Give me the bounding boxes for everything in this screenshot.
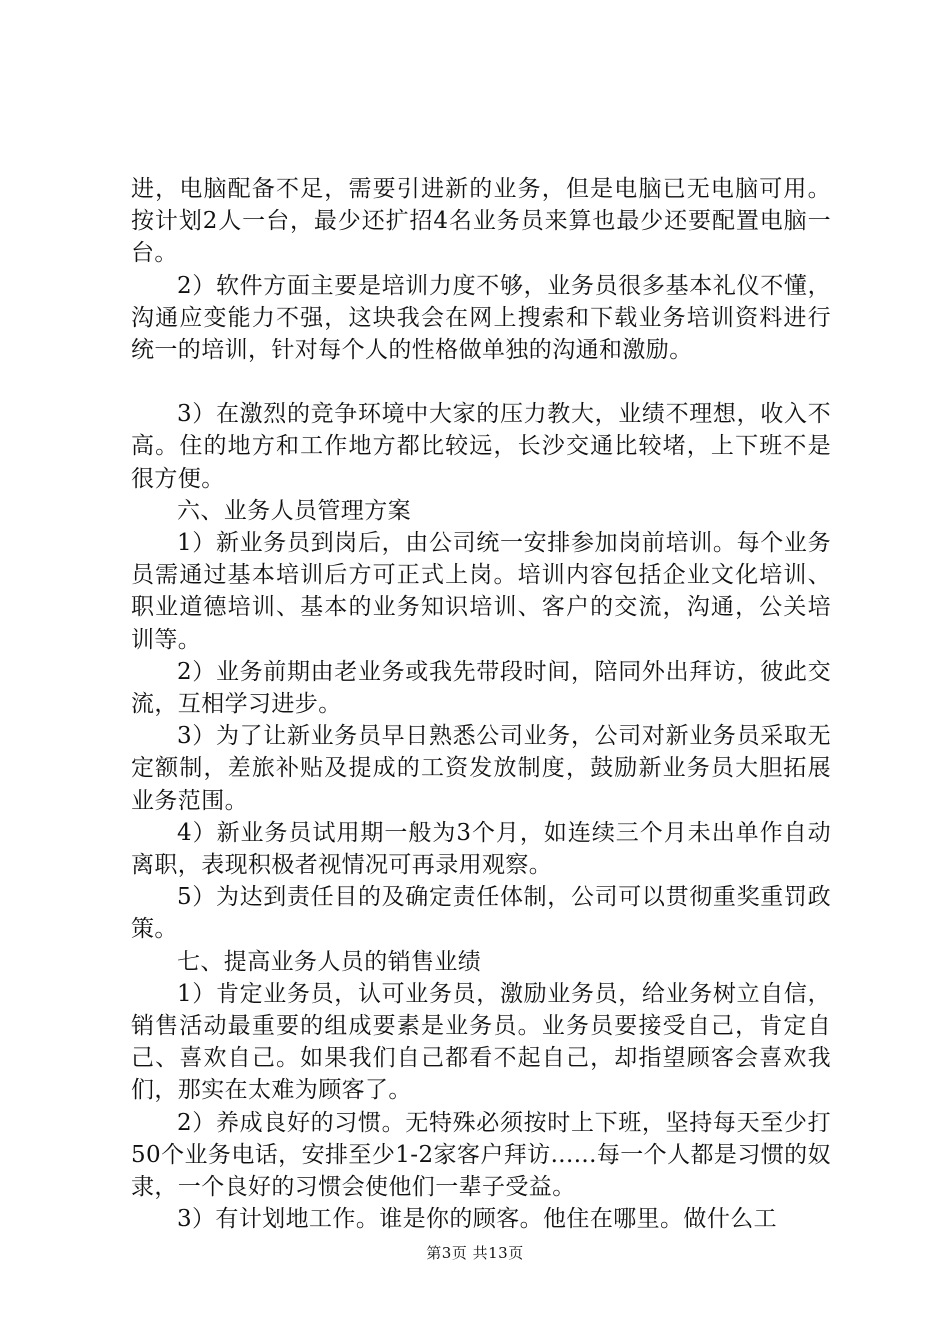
- paragraph-probation: 4）新业务员试用期一般为3个月，如连续三个月未出单作自动离职，表现积极者视情况可再录用观察。: [131, 819, 831, 879]
- paragraph-rewards: 5）为达到责任目的及确定责任体制，公司可以贯彻重奖重罚政策。: [131, 884, 831, 943]
- document-body: [131, 173, 831, 1236]
- paragraph-software-issues: 2）软件方面主要是培训力度不够，业务员很多基本礼仪不懂，沟通应变能力不强，这块我会在网上搜索和下载业务培训资料进行统一的培训，针对每个人的性格做单独的沟通和激励。: [131, 272, 831, 364]
- paragraph-spacer: [131, 366, 831, 398]
- paragraph-compensation: 3）为了让新业务员早日熟悉公司业务，公司对新业务员采取无定额制，差旅补贴及提成的工资发放制度，鼓励新业务员大胆拓展业务范围。: [131, 723, 831, 814]
- page-footer: 第3页 共13页: [426, 1244, 524, 1262]
- paragraph-training: 1）新业务员到岗后，由公司统一安排参加岗前培训。每个业务员需通过基本培训后方可正式上岗。培训内容包括企业文化培训、职业道德培训、基本的业务知识培训、客户的交流，沟通，公关培训等。: [131, 530, 831, 653]
- paragraph-pressure: 3）在激烈的竞争环境中大家的压力教大，业绩不理想，收入不高。住的地方和工作地方都比较远，长沙交通比较堵，上下班不是很方便。: [131, 401, 831, 492]
- paragraph-habits: 2）养成良好的习惯。无特殊必须按时上下班，坚持每天至少打50个业务电话，安排至少1-2家客户拜访......每一个人都是习惯的奴隶，一个良好的习惯会使他们一辈子受益。: [131, 1109, 831, 1201]
- paragraph-continued: 进，电脑配备不足，需要引进新的业务，但是电脑已无电脑可用。按计划2人一台，最少还扩招4名业务员来算也最少还要配置电脑一台。: [131, 176, 831, 267]
- paragraph-mentoring: 2）业务前期由老业务或我先带段时间，陪同外出拜访，彼此交流，互相学习进步。: [131, 658, 831, 718]
- section-heading-performance: 七、提高业务人员的销售业绩: [177, 948, 482, 975]
- section-heading-management: 六、业务人员管理方案: [177, 497, 411, 524]
- paragraph-planning: 3）有计划地工作。谁是你的顾客。他住在哪里。做什么工: [177, 1206, 778, 1233]
- paragraph-affirmation: 1）肯定业务员，认可业务员，激励业务员，给业务树立自信，销售活动最重要的组成要素是业务员。业务员要接受自己，肯定自己、喜欢自己。如果我们自己都看不起自己，却指望顾客会喜欢我们，那实在太难为顾客了。: [131, 980, 831, 1104]
